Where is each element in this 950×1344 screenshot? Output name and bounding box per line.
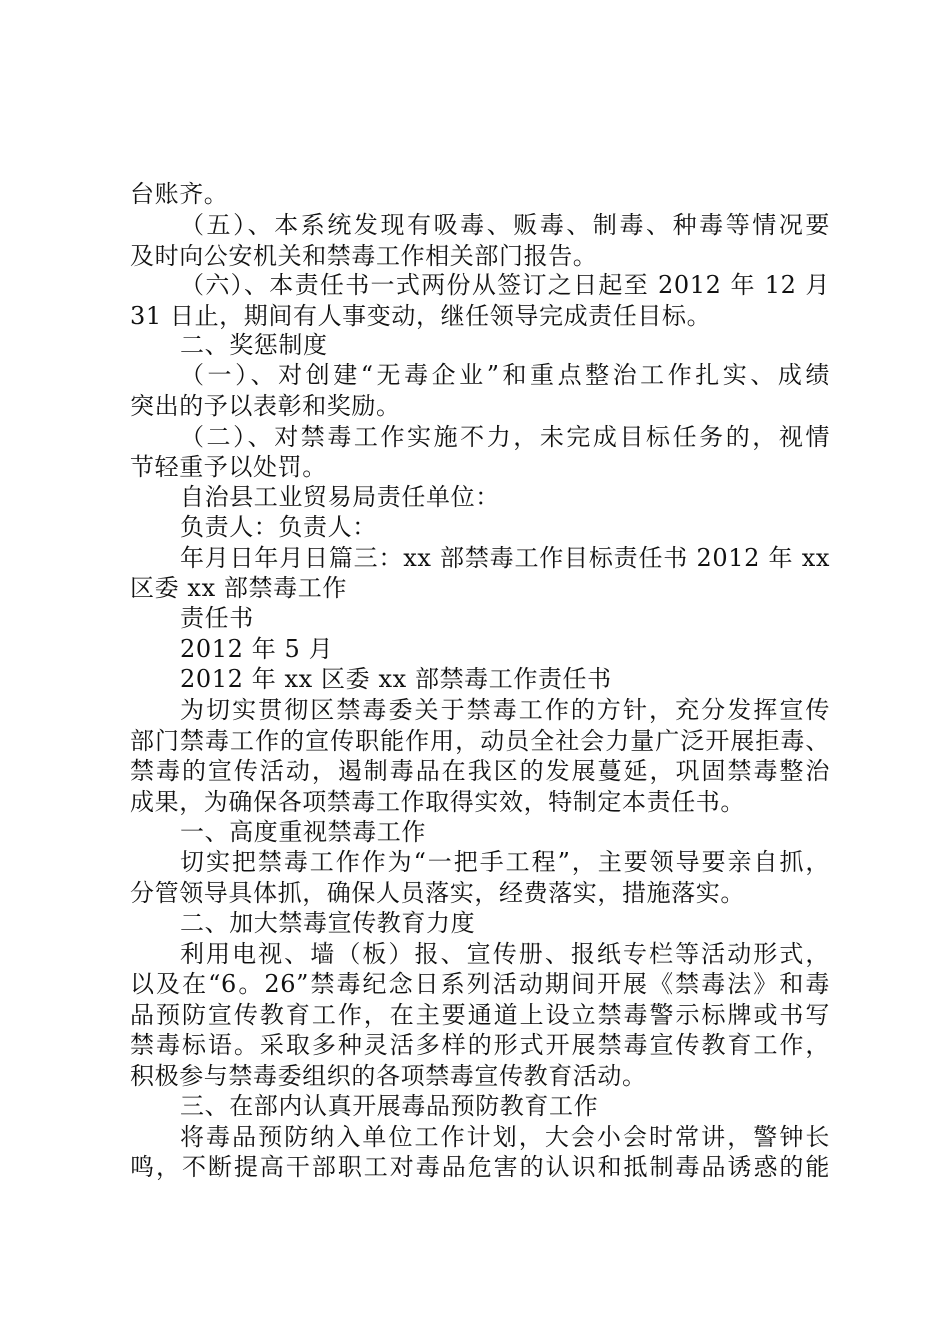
text-line: 节轻重予以处罚。: [130, 453, 327, 481]
text-line: 切实把禁毒工作作为“一把手工程”，主要领导要亲自抓，: [180, 848, 830, 876]
section-heading: 一、高度重视禁毒工作: [180, 818, 426, 846]
text-line: 及时向公安机关和禁毒工作相关部门报告。: [130, 242, 598, 270]
text-line: 禁毒标语。采取多种灵活多样的形式开展禁毒宣传教育工作，: [130, 1031, 830, 1059]
text-line: 品预防宣传教育工作，在主要通道上设立禁毒警示标牌或书写: [130, 1001, 830, 1029]
text-line: 禁毒的宣传活动，遏制毒品在我区的发展蔓延，巩固禁毒整治: [130, 757, 830, 785]
text-line: 将毒品预防纳入单位工作计划，大会小会时常讲，警钟长: [180, 1123, 830, 1151]
text-line: 31 日止，期间有人事变动，继任领导完成责任目标。: [130, 302, 712, 330]
text-line: 负责人：负责人：: [180, 513, 377, 541]
section-heading: 二、加大禁毒宣传教育力度: [180, 909, 476, 937]
text-line: 成果，为确保各项禁毒工作取得实效，特制定本责任书。: [130, 788, 745, 816]
section-heading: 三、在部内认真开展毒品预防教育工作: [180, 1092, 599, 1120]
document-title: 2012 年 xx 区委 xx 部禁毒工作责任书: [180, 665, 612, 693]
text-line: 年月日年月日篇三：xx 部禁毒工作目标责任书 2012 年 xx: [180, 544, 830, 572]
text-line: 为切实贯彻区禁毒委关于禁毒工作的方针，充分发挥宣传: [180, 696, 830, 724]
text-line: 以及在“6。26”禁毒纪念日系列活动期间开展《禁毒法》和毒: [130, 970, 830, 998]
text-line: 区委 xx 部禁毒工作: [130, 574, 347, 602]
text-line: （六）、本责任书一式两份从签订之日起至 2012 年 12 月: [180, 271, 830, 299]
text-line: 鸣，不断提高干部职工对毒品危害的认识和抵制毒品诱惑的能: [130, 1153, 830, 1181]
text-line: （五）、本系统发现有吸毒、贩毒、制毒、种毒等情况要: [180, 211, 830, 239]
section-heading: 二、奖惩制度: [180, 331, 328, 359]
text-line: （一）、对创建“无毒企业”和重点整治工作扎实、成绩: [180, 361, 830, 389]
text-line: 2012 年 5 月: [180, 635, 334, 663]
text-line: 突出的予以表彰和奖励。: [130, 392, 401, 420]
text-line: 积极参与禁毒委组织的各项禁毒宣传教育活动。: [130, 1062, 647, 1090]
text-line: 部门禁毒工作的宣传职能作用，动员全社会力量广泛开展拒毒、: [130, 727, 830, 755]
text-line: 责任书: [180, 604, 254, 632]
text-line: （二）、对禁毒工作实施不力，未完成目标任务的，视情: [180, 423, 830, 451]
text-line: 台账齐。: [130, 180, 229, 208]
text-line: 利用电视、墙（板）报、宣传册、报纸专栏等活动形式，: [180, 940, 830, 968]
text-line: 自治县工业贸易局责任单位：: [180, 483, 500, 511]
text-line: 分管领导具体抓，确保人员落实，经费落实，措施落实。: [130, 879, 745, 907]
